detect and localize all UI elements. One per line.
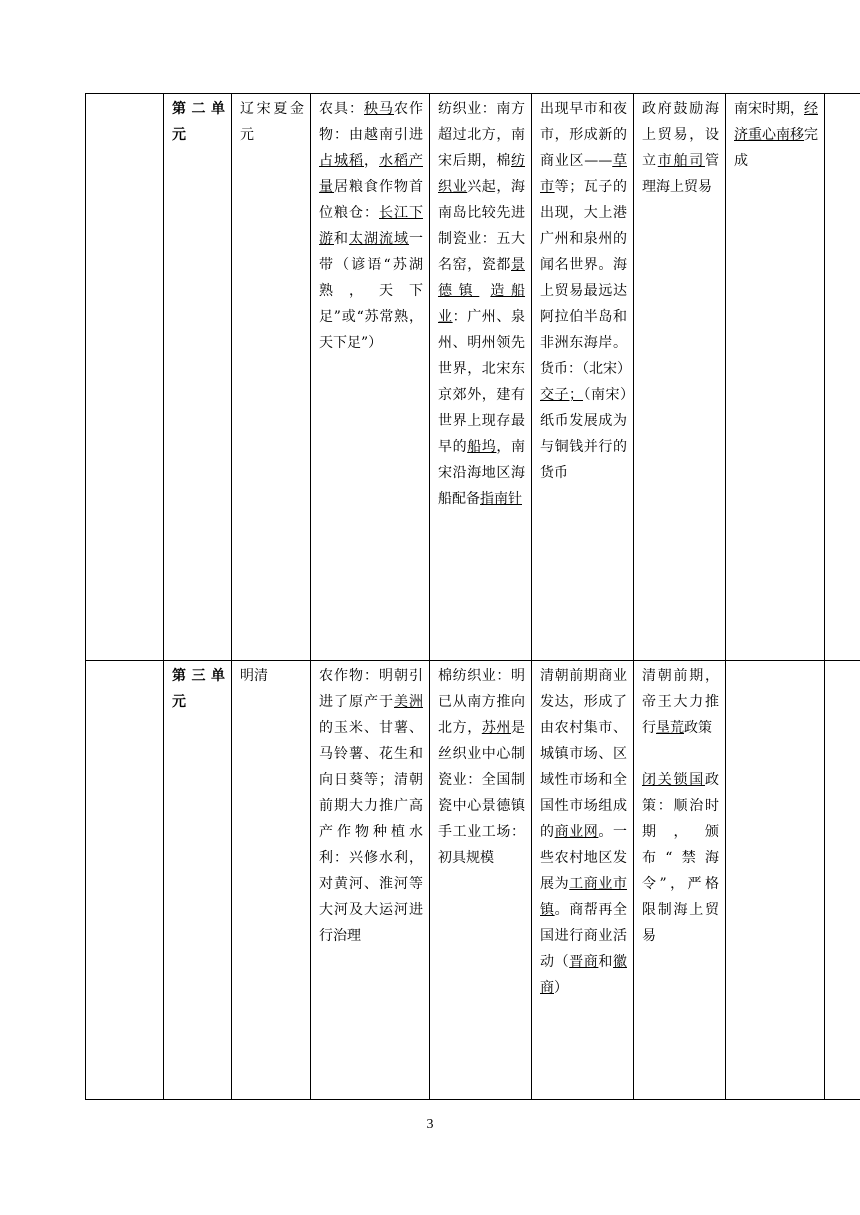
agriculture-cell <box>311 661 430 1100</box>
underlined-term: 草市 <box>540 153 627 195</box>
cell-text: 农具： <box>319 101 364 117</box>
cell-text: ， <box>364 153 379 169</box>
cell-text: 是丝织业中心制瓷业：全国制瓷中心景德镇手工业工场：初具规模 <box>438 720 526 866</box>
blank-cell <box>825 94 860 661</box>
underlined-term: 秧马 <box>364 101 394 117</box>
underlined-term: 景德镇 <box>438 257 525 299</box>
cell-text: 南宋时期， <box>734 101 804 117</box>
cell-text: 政策：顺治时期，颁布“禁海令”，严格限制海上贸易 <box>642 772 719 944</box>
underlined-term: 造船业 <box>438 283 526 325</box>
underlined-term: 水稻产量 <box>319 153 423 195</box>
underlined-term: 市舶司 <box>657 153 705 169</box>
underlined-term: 纺织业 <box>438 153 525 195</box>
handicraft-cell <box>430 661 532 1100</box>
underlined-term: 晋商 <box>569 954 599 970</box>
underlined-term: 商业网 <box>554 824 599 840</box>
blank-cell <box>825 661 860 1100</box>
cell-text: 棉纺织业：明已从南方推向北方， <box>438 668 525 736</box>
underlined-term: 指南针 <box>480 491 522 507</box>
blank-cell <box>86 94 164 661</box>
cell-text: 一带（谚语“苏湖熟，天下足”或“苏常熟，天下足”） <box>319 231 423 351</box>
underlined-term: 占城稻 <box>319 153 364 169</box>
cell-text: 清朝前期，帝王大力推行 <box>642 668 719 736</box>
underlined-term: 太湖流域 <box>349 231 409 247</box>
blank-cell <box>86 661 164 1100</box>
unit-cell: 第二单元 <box>164 94 232 661</box>
cell-text: 农作物：由越南引进 <box>319 101 423 143</box>
policy-cell <box>634 661 726 1100</box>
unit-cell: 第三单元 <box>164 661 232 1100</box>
table-row-unit-2 <box>86 94 860 661</box>
underlined-term: 交子； <box>540 387 583 403</box>
cell-text: 。商帮再全国进行商业活动（ <box>540 902 628 970</box>
cell-text: ） <box>554 980 568 996</box>
commerce-cell <box>532 661 634 1100</box>
period-cell: 辽宋夏金元 <box>232 94 311 661</box>
cell-text: （南宋）纸币发展成为与铜钱并行的货币 <box>540 387 627 481</box>
underlined-term: 美洲 <box>394 694 423 710</box>
history-table <box>85 93 860 1100</box>
cell-text: 和 <box>334 231 349 247</box>
underlined-term: 徽商 <box>540 954 628 996</box>
cell-text: 兴起，海南岛比较先进制瓷业：五大名窑，瓷都 <box>438 179 526 273</box>
policy-cell <box>634 94 726 661</box>
underlined-term: 长江下游 <box>319 205 423 247</box>
cell-text: 清朝前期商业发达，形成了由农村集市、城镇市场、区域性市场和全国性市场组成的 <box>540 668 627 840</box>
agriculture-cell <box>311 94 430 661</box>
underlined-term: 工商业市镇 <box>540 876 628 918</box>
handicraft-cell <box>430 94 532 661</box>
cell-text: 居粮食作物首位粮仓： <box>319 179 423 221</box>
cell-text: 和 <box>598 954 614 970</box>
underlined-term: 苏州 <box>481 720 512 736</box>
cell-text: 完成 <box>734 127 818 169</box>
cell-text: 。一些农村地区发展为 <box>540 824 628 892</box>
cell-text: ，南宋沿海地区海船配备 <box>438 439 526 507</box>
commerce-cell <box>532 94 634 661</box>
economic-center-cell <box>726 94 825 661</box>
period-cell: 明清 <box>232 661 311 1100</box>
underlined-term: 经济重心南移 <box>734 101 818 143</box>
underlined-term: 闭关锁国 <box>642 772 705 788</box>
cell-text: 管理海上贸易 <box>642 153 719 195</box>
underlined-term: 垦荒 <box>656 720 684 736</box>
cell-text: 出现早市和夜市，形成新的商业区—— <box>540 101 627 169</box>
cell-text: 政府鼓励海上贸易，设立 <box>642 101 719 169</box>
cell-text: 纺织业：南方超过北方，南宋后期，棉 <box>438 101 525 169</box>
underlined-term: 船坞 <box>467 439 497 455</box>
page-number: 3 <box>426 1117 434 1132</box>
cell-text: 的玉米、甘薯、马铃薯、花生和向日葵等；清朝前期大力推广高产作物种植水利：兴修水利，对黄河、淮河等大河及大运河进行治理 <box>319 720 423 944</box>
economic-center-cell <box>726 661 825 1100</box>
cell-text: 政策 <box>684 720 712 736</box>
cell-text: 等；瓦子的出现，大上港广州和泉州的闻名世界。海上贸易最远达阿拉伯半岛和非洲东海岸。货币：（北宋） <box>540 179 631 377</box>
cell-text <box>479 283 490 299</box>
cell-text: ：广州、泉州、明州领先世界，北宋东京郊外，建有世界上现存最早的 <box>438 309 526 455</box>
table-row-unit-3 <box>86 661 860 1100</box>
cell-text: 农作物：明朝引进了原产于 <box>319 668 423 710</box>
